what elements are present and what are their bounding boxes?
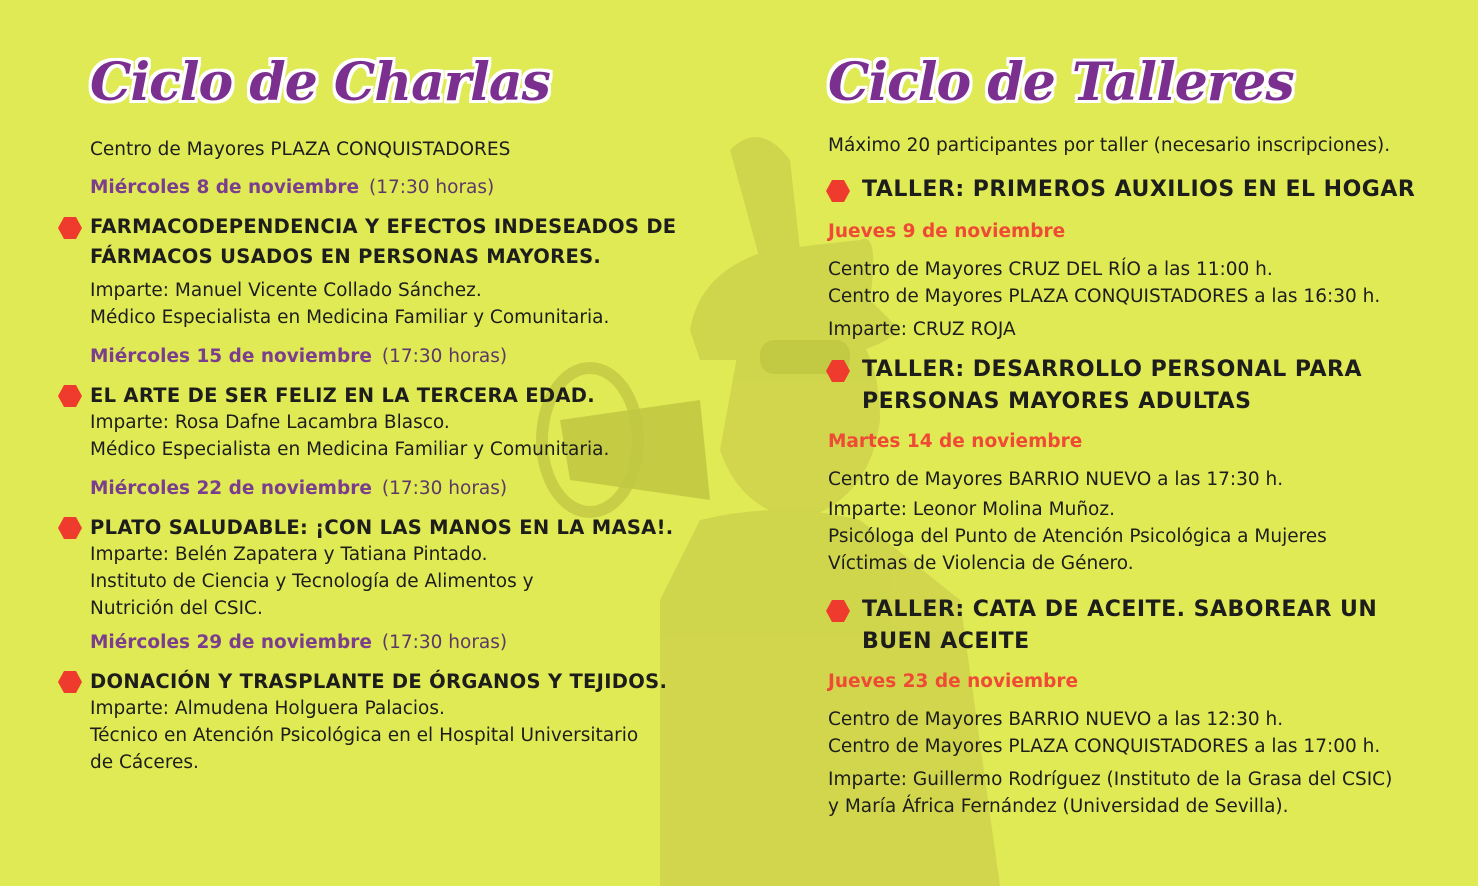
workshop-2-teacher-3: Víctimas de Violencia de Género. [828,553,1134,574]
workshop-1-title: TALLER: PRIMEROS AUXILIOS EN EL HOGAR [862,177,1416,202]
talk-2-title: EL ARTE DE SER FELIZ EN LA TERCERA EDAD. [90,384,595,407]
talk-1-role: Médico Especialista en Medicina Familiar y Comunitaria. [90,307,610,328]
workshop-2-date: Martes 14 de noviembre [828,431,1083,452]
talk-3-role-line-1: Instituto de Ciencia y Tecnología de Alimentos y [90,571,534,592]
talk-4-title: DONACIÓN Y TRASPLANTE DE ÓRGANOS Y TEJIDOS. [90,670,668,693]
workshop-3-venue-1: Centro de Mayores BARRIO NUEVO a las 12:30 h. [828,709,1284,730]
talk-3-date: Miércoles 22 de noviembre (17:30 horas) [90,478,508,499]
talk-2-role: Médico Especialista en Medicina Familiar y Comunitaria. [90,439,610,460]
workshop-3-teacher-1: Imparte: Guillermo Rodríguez (Instituto de la Grasa del CSIC) [828,769,1393,790]
charlas-venue: Centro de Mayores PLAZA CONQUISTADORES [90,139,511,160]
talk-1-title-line-1: FARMACODEPENDENCIA Y EFECTOS INDESEADOS DE [90,215,677,238]
workshop-2-teacher-1: Imparte: Leonor Molina Muñoz. [828,499,1115,520]
workshop-2-teacher-2: Psicóloga del Punto de Atención Psicológica a Mujeres [828,526,1327,547]
workshop-3-venue-2: Centro de Mayores PLAZA CONQUISTADORES a las 17:00 h. [828,736,1381,757]
workshop-2-venue-1: Centro de Mayores BARRIO NUEVO a las 17:30 h. [828,469,1284,490]
workshop-3-title-line-1: TALLER: CATA DE ACEITE. SABOREAR UN [862,597,1378,622]
workshop-2-title-line-1: TALLER: DESARROLLO PERSONAL PARA [862,357,1362,382]
workshop-1-venue-1: Centro de Mayores CRUZ DEL RÍO a las 11:00 h. [828,259,1273,280]
talk-2-speaker: Imparte: Rosa Dafne Lacambra Blasco. [90,412,450,433]
talk-3-speaker: Imparte: Belén Zapatera y Tatiana Pintado. [90,544,488,565]
workshop-1-date: Jueves 9 de noviembre [828,221,1066,242]
talk-4-date: Miércoles 29 de noviembre (17:30 horas) [90,632,508,653]
workshop-1-teacher: Imparte: CRUZ ROJA [828,319,1016,340]
talk-1-title-line-2: FÁRMACOS USADOS EN PERSONAS MAYORES. [90,245,602,268]
talk-4-role-line-2: de Cáceres. [90,752,199,773]
workshop-3-date: Jueves 23 de noviembre [828,671,1079,692]
workshop-3-teacher-2: y María África Fernández (Universidad de Sevilla). [828,796,1289,817]
talk-1-speaker: Imparte: Manuel Vicente Collado Sánchez. [90,280,482,301]
talk-2-date: Miércoles 15 de noviembre (17:30 horas) [90,346,508,367]
charlas-heading: Ciclo de Charlas [90,52,550,113]
talk-1-date: Miércoles 8 de noviembre (17:30 horas) [90,177,495,198]
talleres-heading: Ciclo de Talleres [828,52,1294,113]
workshop-3-title-line-2: BUEN ACEITE [862,629,1030,654]
talleres-intro: Máximo 20 participantes por taller (necesario inscripciones). [828,135,1391,156]
workshop-2-title-line-2: PERSONAS MAYORES ADULTAS [862,389,1252,414]
talk-3-title: PLATO SALUDABLE: ¡CON LAS MANOS EN LA MASA!. [90,516,674,539]
talk-4-speaker: Imparte: Almudena Holguera Palacios. [90,698,445,719]
talk-4-role-line-1: Técnico en Atención Psicológica en el Hospital Universitario [90,725,639,746]
workshop-1-venue-2: Centro de Mayores PLAZA CONQUISTADORES a las 16:30 h. [828,286,1381,307]
talk-3-role-line-2: Nutrición del CSIC. [90,598,263,619]
